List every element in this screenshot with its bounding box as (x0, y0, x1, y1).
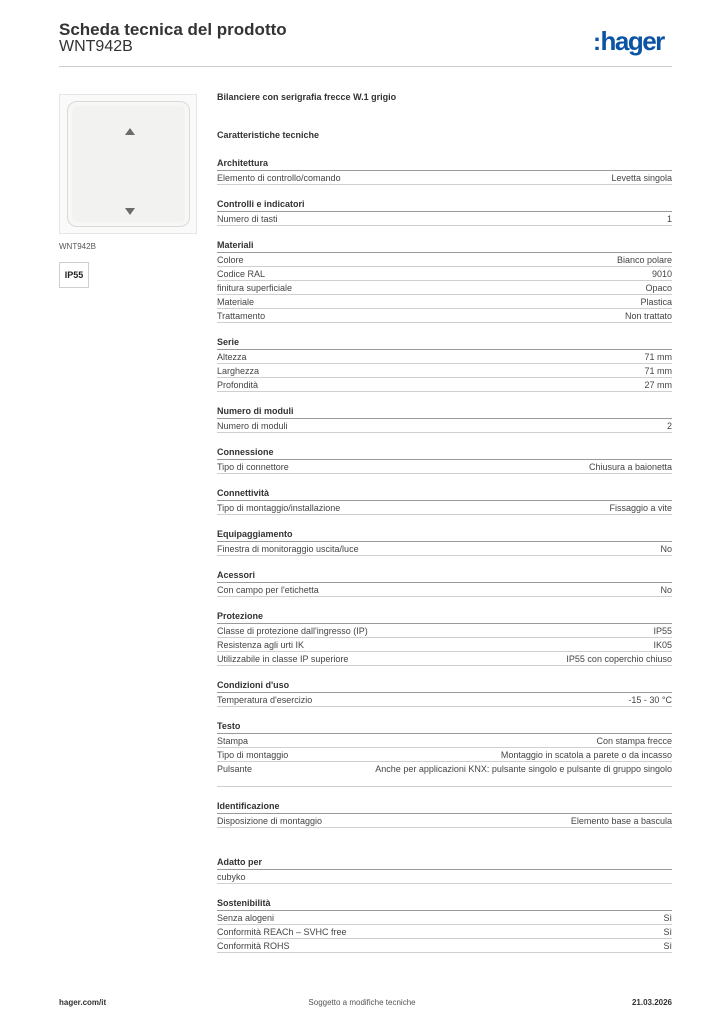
spec-row (217, 212, 672, 226)
spec-value: Anche per applicazioni KNX: pulsante singolo e pulsante di gruppo singolo (375, 764, 672, 774)
logo-text: hager (600, 26, 664, 56)
spec-row (217, 364, 672, 378)
rocker-switch-illustration (67, 101, 190, 227)
spec-row (217, 652, 672, 666)
section-title: Acessori (217, 569, 672, 583)
spec-row (217, 460, 672, 474)
spec-sections (217, 157, 672, 953)
section-title: Equipaggiamento (217, 528, 672, 542)
ip-rating-badge: IP55 (59, 262, 89, 288)
section-title: Sostenibilità (217, 897, 672, 911)
spec-row (217, 267, 672, 281)
tech-specs-heading: Caratteristiche tecniche (217, 130, 320, 140)
product-name: Bilanciere con serigrafia frecce W.1 grigio (217, 92, 397, 102)
product-code-heading: WNT942B (59, 38, 133, 55)
spec-value: No (660, 585, 672, 595)
spec-row (217, 734, 672, 748)
spec-section (217, 446, 672, 474)
spec-row (217, 281, 672, 295)
spec-row (217, 870, 672, 884)
spec-label: Temperatura d'esercizio (217, 695, 313, 705)
spec-label: Tipo di connettore (217, 462, 289, 472)
section-title: Serie (217, 336, 672, 350)
section-title: Adatto per (217, 856, 672, 870)
arrow-down-icon (125, 208, 135, 215)
spec-value: Plastica (640, 297, 672, 307)
spec-row (217, 911, 672, 925)
spec-value: Chiusura a baionetta (588, 462, 672, 472)
spec-label: Pulsante (217, 764, 253, 774)
spec-row (217, 350, 672, 364)
spec-row (217, 378, 672, 392)
spec-label: Classe di protezione dall'ingresso (IP) (217, 626, 368, 636)
section-title: Condizioni d'uso (217, 679, 672, 693)
spec-label: Numero di tasti (217, 214, 278, 224)
spec-row (217, 253, 672, 267)
section-title: Connessione (217, 446, 672, 460)
spec-label: Larghezza (217, 366, 260, 376)
arrow-up-icon (125, 128, 135, 135)
spec-value: IP55 con coperchio chiuso (566, 654, 672, 664)
section-title: Protezione (217, 610, 672, 624)
spec-row (217, 624, 672, 638)
spec-section (217, 198, 672, 226)
spec-label: Colore (217, 255, 244, 265)
spec-section (217, 800, 672, 828)
section-title: Controlli e indicatori (217, 198, 672, 212)
spec-label: Finestra di monitoraggio uscita/luce (217, 544, 359, 554)
spec-row (217, 638, 672, 652)
spec-value: Fissaggio a vite (609, 503, 672, 513)
spec-section (217, 405, 672, 433)
spec-section (217, 897, 672, 953)
spec-row (217, 309, 672, 323)
spec-value: Non trattato (624, 311, 672, 321)
spec-row (217, 925, 672, 939)
spec-value: IK05 (653, 640, 672, 650)
section-title: Identificazione (217, 800, 672, 814)
spec-value: Con stampa frecce (596, 736, 672, 746)
spec-value: IP55 (653, 626, 672, 636)
spec-value: Montaggio in scatola a parete o da incasso (500, 750, 672, 760)
spec-section (217, 157, 672, 185)
spec-label: Elemento di controllo/comando (217, 173, 341, 183)
spec-row (217, 583, 672, 597)
spec-value: Elemento base a bascula (570, 816, 672, 826)
spec-value: 2 (666, 421, 672, 431)
hager-logo[interactable] (593, 26, 664, 57)
spec-row (217, 693, 672, 707)
spec-row (217, 939, 672, 953)
section-title: Numero di moduli (217, 405, 672, 419)
spec-label: Codice RAL (217, 269, 266, 279)
spec-label: cubyko (217, 872, 246, 882)
spec-row (217, 171, 672, 185)
spec-value: No (660, 544, 672, 554)
spec-label: Con campo per l'etichetta (217, 585, 319, 595)
spec-section (217, 239, 672, 323)
spec-row (217, 295, 672, 309)
spec-value: Bianco polare (616, 255, 672, 265)
spec-value: 71 mm (644, 366, 672, 376)
spec-section (217, 856, 672, 884)
spec-label: Utilizzabile in classe IP superiore (217, 654, 349, 664)
section-title: Architettura (217, 157, 672, 171)
spec-label: Conformità ROHS (217, 941, 290, 951)
spec-row (217, 501, 672, 515)
spec-value: 1 (666, 214, 672, 224)
spec-section (217, 610, 672, 666)
footer-date: 21.03.2026 (631, 998, 672, 1007)
spec-section (217, 487, 672, 515)
spec-label: Trattamento (217, 311, 266, 321)
spec-value: -15 - 30 °C (628, 695, 672, 705)
spec-value: 27 mm (644, 380, 672, 390)
spec-section (217, 336, 672, 392)
spec-section (217, 528, 672, 556)
spec-row (217, 814, 672, 828)
spec-value: 71 mm (644, 352, 672, 362)
spec-value: Levetta singola (611, 173, 672, 183)
section-title: Connettività (217, 487, 672, 501)
spec-value: 9010 (651, 269, 672, 279)
spec-row (217, 419, 672, 433)
spec-label: Profondità (217, 380, 259, 390)
spec-label: Materiale (217, 297, 255, 307)
spec-label: Tipo di montaggio/installazione (217, 503, 341, 513)
footer-note: Soggetto a modifiche tecniche (308, 998, 416, 1007)
spec-row (217, 748, 672, 762)
spec-label: Resistenza agli urti IK (217, 640, 305, 650)
spec-label: Altezza (217, 352, 247, 362)
spec-section (217, 569, 672, 597)
spec-row (217, 762, 672, 787)
spec-label: finitura superficiale (217, 283, 293, 293)
spec-label: Conformità REACh – SVHC free (217, 927, 347, 937)
spec-content (217, 92, 672, 953)
spec-value: Sì (663, 941, 672, 951)
section-title: Materiali (217, 239, 672, 253)
logo-dots-icon: : (593, 29, 600, 56)
document-title: Scheda tecnica del prodotto (59, 20, 287, 39)
product-image (59, 94, 197, 234)
footer-website-link[interactable]: hager.com/it (59, 998, 107, 1007)
spec-label: Senza alogeni (217, 913, 275, 923)
spec-section (217, 720, 672, 787)
spec-label: Disposizione di montaggio (217, 816, 323, 826)
spec-label: Numero di moduli (217, 421, 288, 431)
spec-label: Stampa (217, 736, 249, 746)
image-caption: WNT942B (59, 242, 96, 251)
spec-value: Sì (663, 927, 672, 937)
spec-value: Opaco (645, 283, 672, 293)
header-divider (59, 66, 672, 67)
spec-label: Tipo di montaggio (217, 750, 289, 760)
spec-row (217, 542, 672, 556)
spec-section (217, 679, 672, 707)
spec-value: Sì (663, 913, 672, 923)
section-title: Testo (217, 720, 672, 734)
